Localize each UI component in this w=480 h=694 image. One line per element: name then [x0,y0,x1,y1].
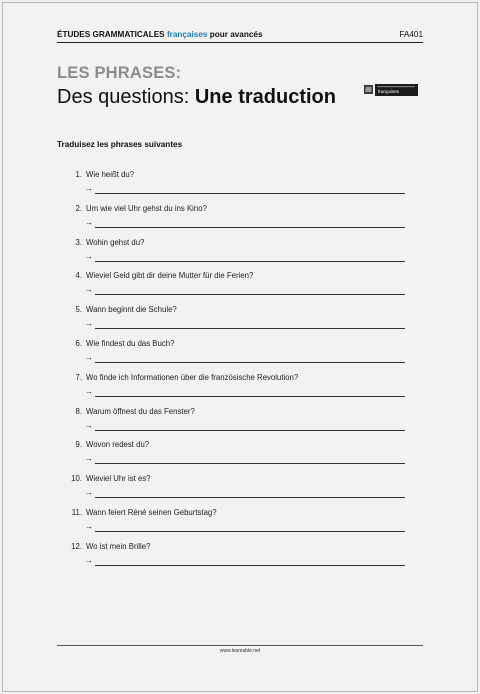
question-item [0,170,480,204]
question-number: 1. [75,170,82,179]
question-item [0,407,480,441]
question-number: 9. [75,440,82,450]
instructions: Traduisez les phrases suivantes [57,140,183,149]
logo-text: françaises [378,89,399,94]
question-number: 2. [75,203,82,213]
question-text: Wieviel Uhr ist es? [86,474,151,484]
question-number: 11. [71,508,82,517]
question-number: 5. [75,305,82,315]
page-title [57,86,336,109]
question-number: 8. [75,406,82,416]
question-number: 6. [75,339,82,348]
arrow-icon: → [85,319,93,329]
section-title: LES PHRASES: [57,64,182,82]
question-item [0,440,480,474]
answer-line[interactable] [95,497,405,498]
question-text: Wieviel Geld gibt dir deine Mutter für die Ferien? [86,271,254,281]
answer-line[interactable] [95,328,405,329]
question-item [0,339,480,373]
arrow-icon: → [85,488,93,498]
answer-line[interactable] [95,294,405,295]
question-number: 10. [71,474,82,484]
arrow-icon: → [85,522,93,531]
question-number: 12. [71,541,82,551]
question-text: Wo finde ich Informationen über die französische Revolution? [86,372,299,382]
header-suffix: pour avancés [209,30,263,39]
question-item [0,542,480,576]
worksheet-code: FA401 [399,30,423,39]
question-text: Wie heißt du? [86,170,135,179]
page-title-bold: Une traduction [194,86,336,108]
question-text: Wohin gehst du? [86,237,145,247]
arrow-icon: → [85,251,93,261]
question-text: Wann feiert Réné seinen Geburtstag? [86,508,217,517]
answer-line[interactable] [95,362,405,363]
question-text: Warum öffnest du das Fenster? [86,406,195,416]
question-text: Um wie viel Uhr gehst du ins Kino? [86,203,207,213]
question-item [0,271,480,305]
header-prefix: ÉTUDES GRAMMATICALES [57,30,165,39]
question-item [0,305,480,339]
question-item [0,508,480,542]
arrow-icon: → [85,353,93,362]
footer-rule [57,645,423,646]
answer-line[interactable] [95,463,405,464]
footer-url: www.lesmable.net [219,648,261,654]
answer-line[interactable] [95,565,405,566]
publisher-logo [364,84,418,96]
question-text: Wovon redest du? [86,440,150,450]
question-number: 3. [75,237,82,247]
answer-line[interactable] [95,531,405,532]
question-item [0,238,480,272]
arrow-icon: → [85,386,93,396]
question-item [0,474,480,508]
arrow-icon: → [85,184,93,193]
answer-line[interactable] [95,396,405,397]
header-title [57,30,263,39]
question-text: Wo ist mein Brille? [86,541,151,551]
arrow-icon: → [85,217,93,227]
header-rule [57,42,423,43]
answer-line[interactable] [95,227,405,228]
header-accent: françaises [166,30,208,39]
arrow-icon: → [85,454,93,464]
question-number: 7. [75,372,82,382]
page-title-regular: Des questions: [57,86,195,108]
answer-line[interactable] [95,261,405,262]
question-text: Wann beginnt die Schule? [86,305,177,315]
question-item [0,373,480,407]
header [57,30,423,42]
question-number: 4. [75,271,82,281]
question-text: Wie findest du das Buch? [86,339,175,348]
arrow-icon: → [85,420,93,430]
arrow-icon: → [85,555,93,565]
answer-line[interactable] [95,430,405,431]
arrow-icon: → [85,285,93,295]
answer-line[interactable] [95,193,405,194]
question-item [0,204,480,238]
